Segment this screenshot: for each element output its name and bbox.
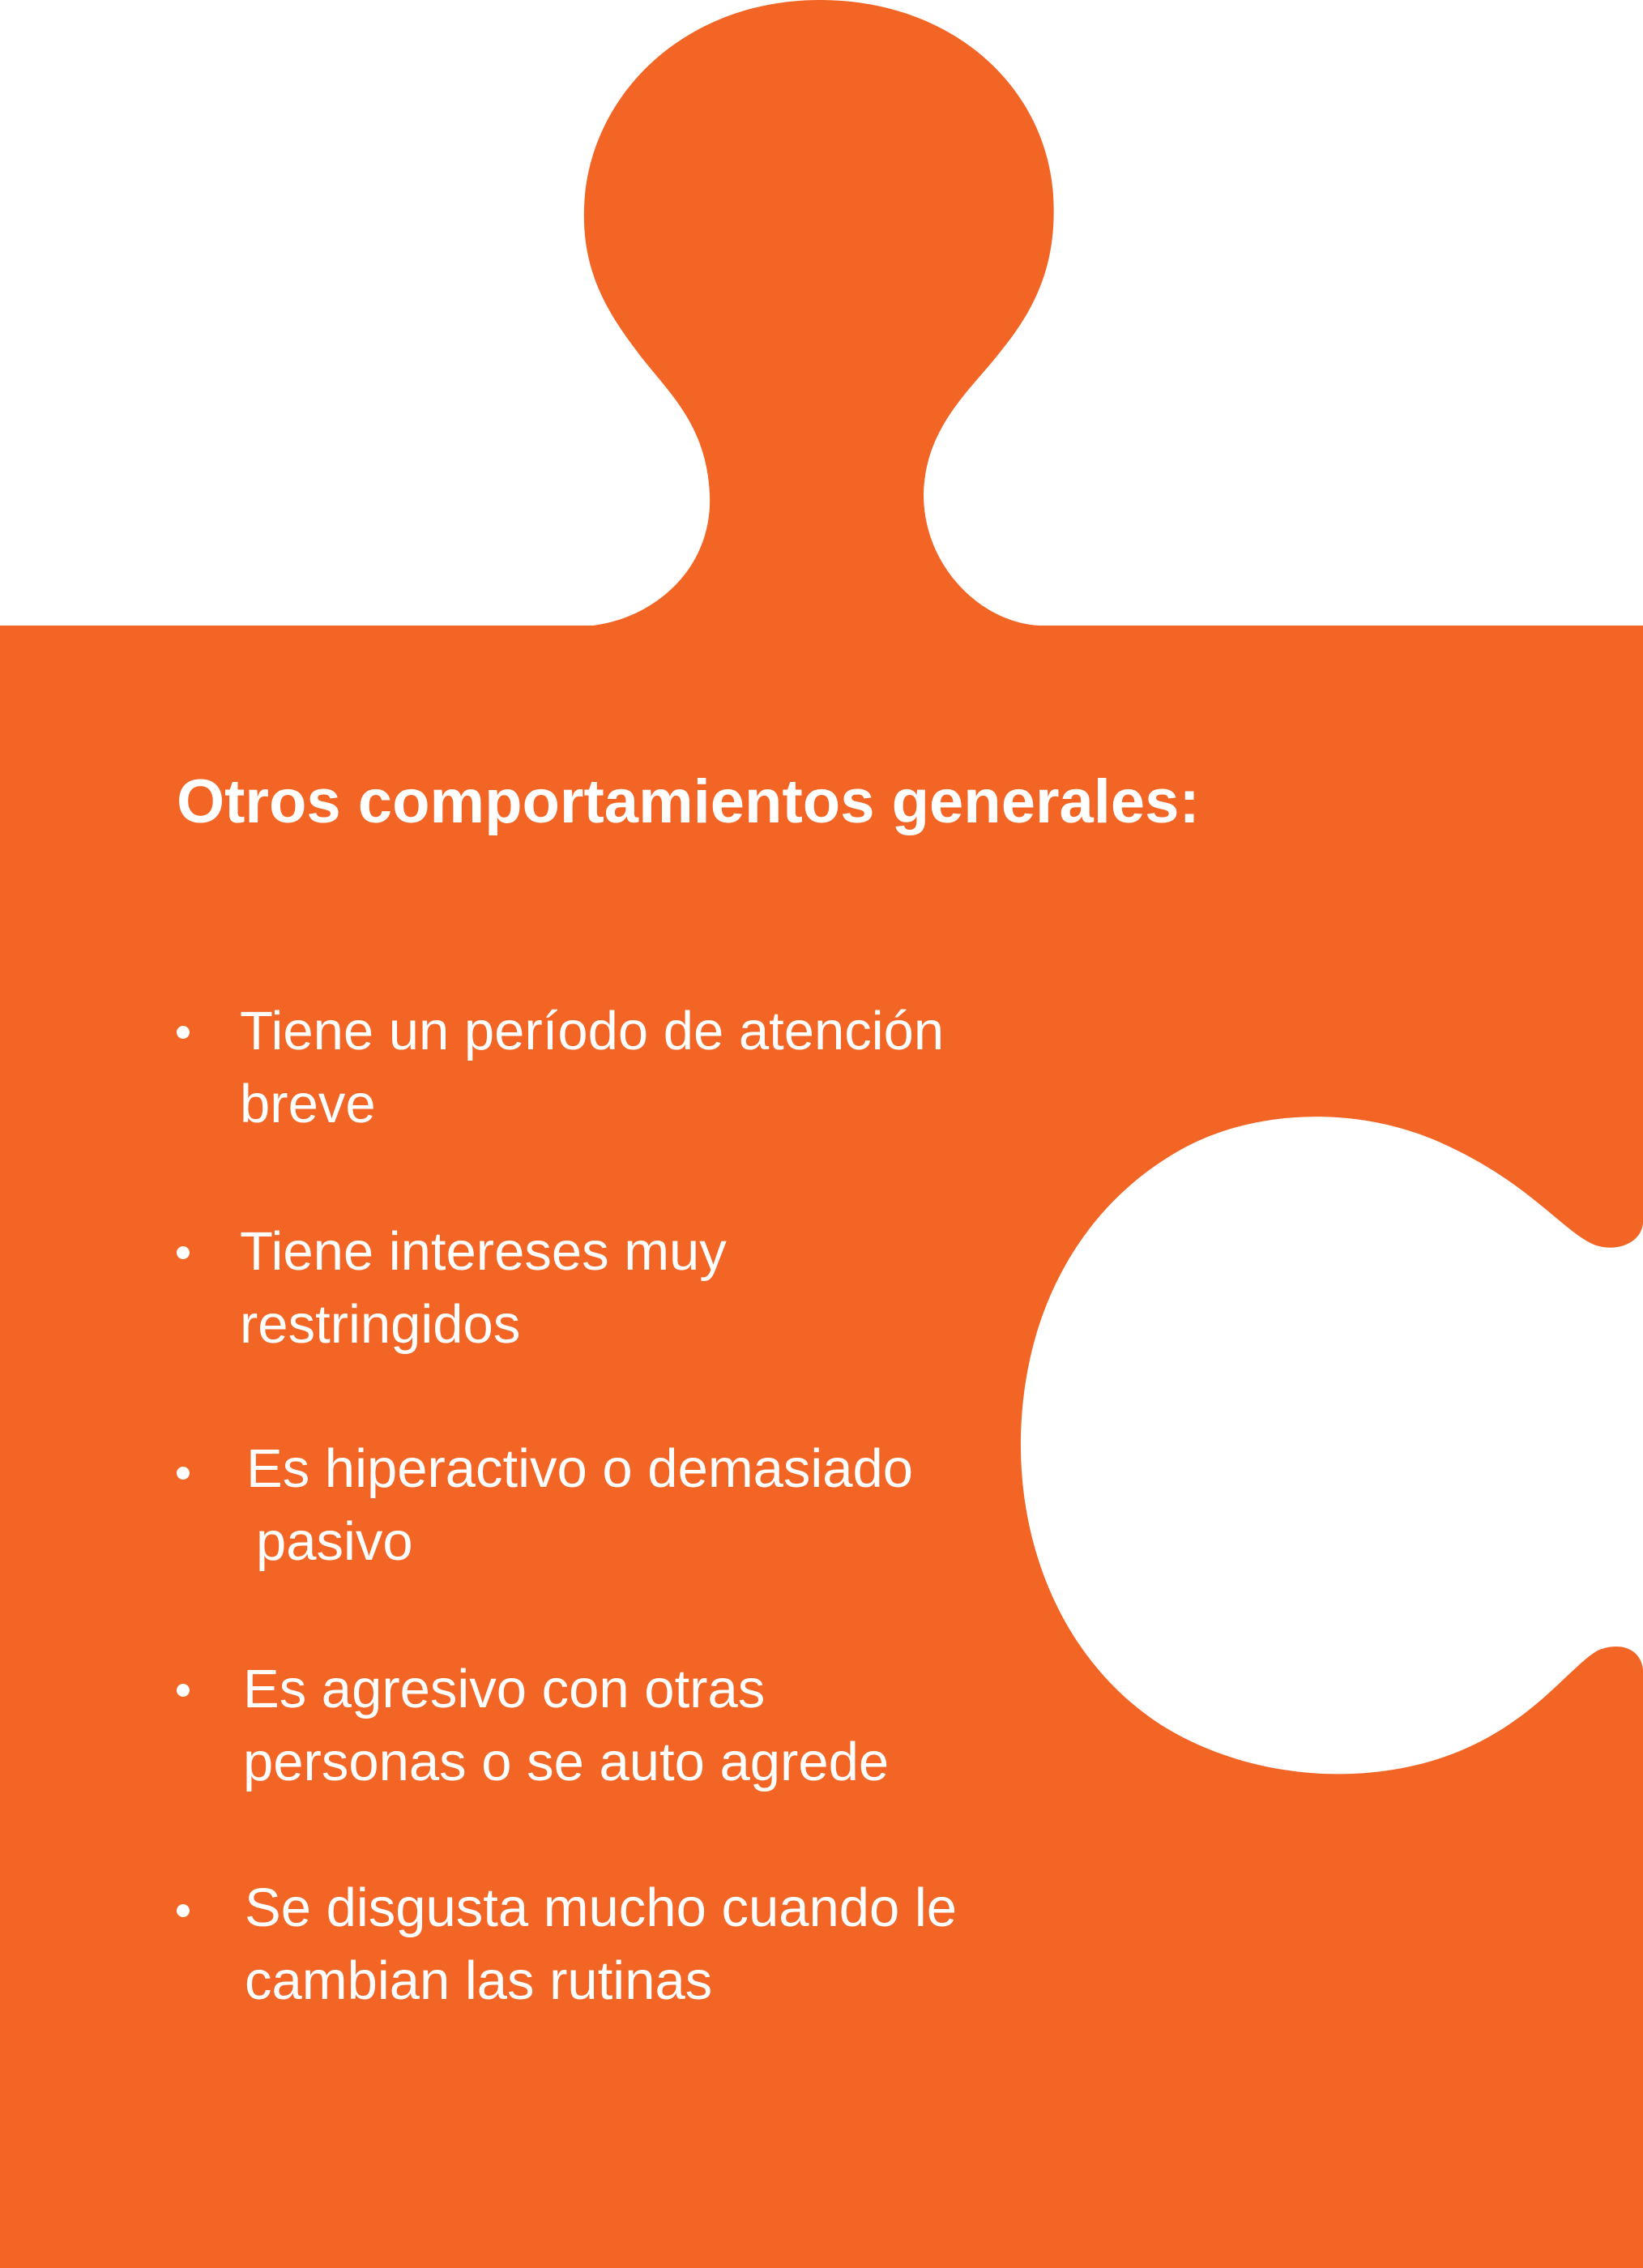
list-item-line: Tiene un período de atención [240, 1001, 945, 1061]
list-item-text [240, 1215, 1034, 1361]
list-item-text [243, 1653, 1037, 1799]
bullet-icon [177, 1026, 190, 1039]
list-item-line: cambian las rutinas [245, 1950, 713, 2011]
bullet-icon [177, 1246, 190, 1259]
list-item-text [240, 995, 1034, 1141]
list-item-line: pasivo [256, 1511, 413, 1572]
list-item-text [246, 1433, 1040, 1578]
list-item-line: Tiene intereses muy [240, 1221, 727, 1282]
list-item-text [245, 1872, 1039, 2018]
list-item-line: Se disgusta mucho cuando le [245, 1877, 958, 1938]
page-title: Otros comportamientos generales: [177, 767, 1200, 836]
bullet-icon [177, 1467, 190, 1480]
list-item-line: Es hiperactivo o demasiado [246, 1438, 914, 1499]
list-item-line: breve [240, 1074, 376, 1134]
bullet-icon [177, 1904, 190, 1917]
bullet-icon [177, 1684, 190, 1697]
list-item-line: restringidos [240, 1294, 521, 1355]
list-item-line: Es agresivo con otras [243, 1659, 766, 1719]
list-item-line: personas o se auto agrede [243, 1732, 890, 1792]
